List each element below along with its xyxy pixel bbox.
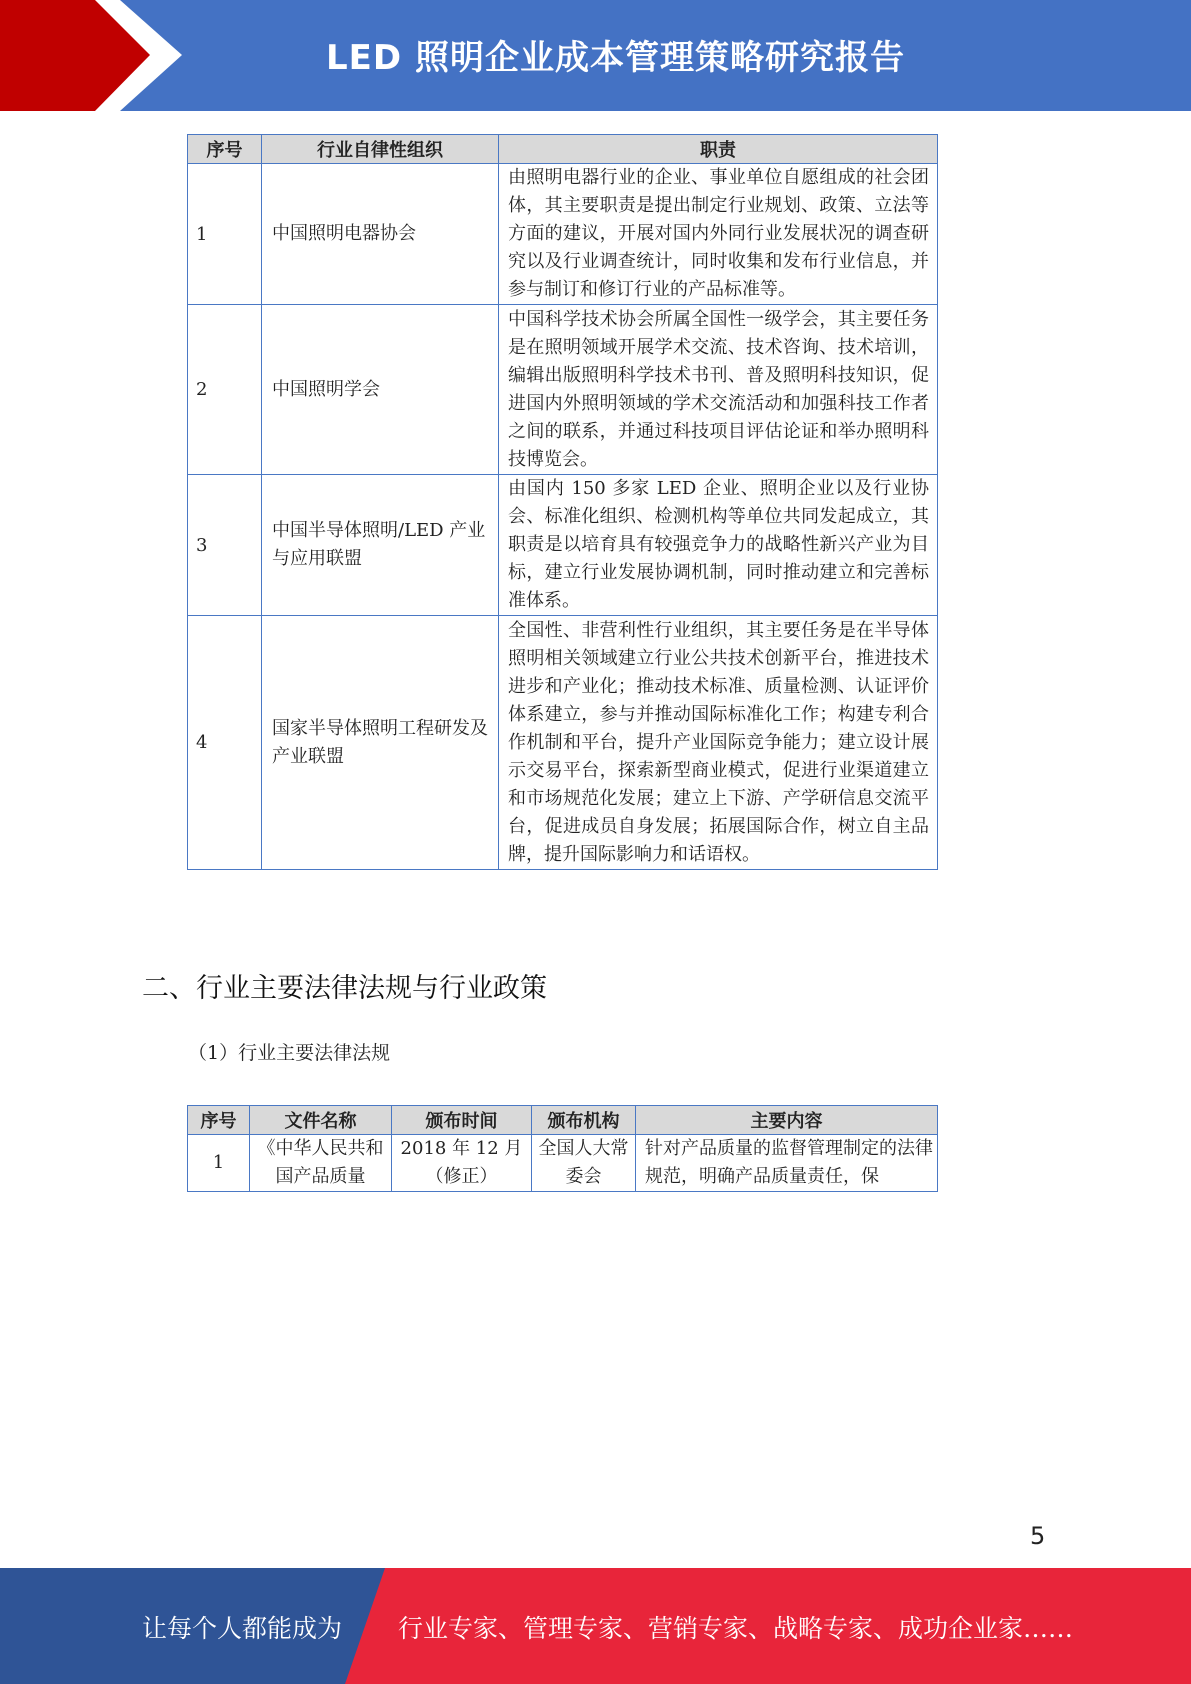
footer-slogan-right: 行业专家、管理专家、营销专家、战略专家、成功企业家…… <box>398 1614 1074 1643</box>
col-header-document-name: 文件名称 <box>250 1106 392 1135</box>
row-issuing-body: 全国人大常委会 <box>532 1135 636 1192</box>
page-footer <box>0 1568 1191 1684</box>
row-number: 1 <box>188 1135 250 1192</box>
header-title: LED 照明企业成本管理策略研究报告 <box>326 38 905 78</box>
row-document-name: 《中华人民共和国产品质量 <box>250 1135 392 1192</box>
col-header-issue-date: 颁布时间 <box>392 1106 532 1135</box>
row-issue-date: 2018 年 12 月（修正） <box>392 1135 532 1192</box>
table-header-row <box>188 135 938 164</box>
row-main-content: 针对产品质量的监督管理制定的法律规范，明确产品质量责任，保 <box>636 1135 938 1192</box>
row-organization: 中国半导体照明/LED 产业与应用联盟 <box>262 475 499 616</box>
row-organization: 国家半导体照明工程研发及产业联盟 <box>262 616 499 870</box>
col-header-number: 序号 <box>188 135 262 164</box>
page-header <box>0 0 1191 111</box>
row-organization: 中国照明学会 <box>262 305 499 475</box>
row-number: 4 <box>188 616 262 870</box>
page-number: 5 <box>1030 1522 1046 1550</box>
col-header-main-content: 主要内容 <box>636 1106 938 1135</box>
subsection-heading: （1）行业主要法律法规 <box>188 1042 391 1064</box>
table-row <box>188 305 938 475</box>
row-organization: 中国照明电器协会 <box>262 164 499 305</box>
table-row <box>188 616 938 870</box>
col-header-duty: 职责 <box>499 135 938 164</box>
table-row <box>188 1135 938 1192</box>
row-duty: 由国内 150 多家 LED 企业、照明企业以及行业协会、标准化组织、检测机构等单位共同发起成立，其职责是以培育具有较强竞争力的战略性新兴产业为目标，建立行业发展协调机制，同时推动建立和完善标准体系。 <box>499 475 938 616</box>
col-header-issuing-body: 颁布机构 <box>532 1106 636 1135</box>
organizations-table <box>187 134 938 870</box>
row-duty: 由照明电器行业的企业、事业单位自愿组成的社会团体，其主要职责是提出制定行业规划、政策、立法等方面的建议，开展对国内外同行业发展状况的调查研究以及行业调查统计，同时收集和发布行业信息，并参与制订和修订行业的产品标准等。 <box>499 164 938 305</box>
row-number: 2 <box>188 305 262 475</box>
col-header-number: 序号 <box>188 1106 250 1135</box>
section-heading: 二、行业主要法律法规与行业政策 <box>142 973 547 1004</box>
row-duty: 中国科学技术协会所属全国性一级学会，其主要任务是在照明领域开展学术交流、技术咨询、技术培训，编辑出版照明科学技术书刊、普及照明科技知识，促进国内外照明领域的学术交流活动和加强科技工作者之间的联系，并通过科技项目评估论证和举办照明科技博览会。 <box>499 305 938 475</box>
table-row <box>188 164 938 305</box>
laws-table <box>187 1105 938 1192</box>
footer-slogan-left: 让每个人都能成为 <box>142 1614 343 1643</box>
row-number: 1 <box>188 164 262 305</box>
table-row <box>188 475 938 616</box>
table-header-row <box>188 1106 938 1135</box>
row-duty: 全国性、非营利性行业组织，其主要任务是在半导体照明相关领域建立行业公共技术创新平台，推进技术进步和产业化；推动技术标准、质量检测、认证评价体系建立，参与并推动国际标准化工作；构建专利合作机制和平台，提升产业国际竞争能力；建立设计展示交易平台，探索新型商业模式，促进行业渠道建立和市场规范化发展；建立上下游、产学研信息交流平台，促进成员自身发展；拓展国际合作，树立自主品牌，提升国际影响力和话语权。 <box>499 616 938 870</box>
row-number: 3 <box>188 475 262 616</box>
col-header-organization: 行业自律性组织 <box>262 135 499 164</box>
